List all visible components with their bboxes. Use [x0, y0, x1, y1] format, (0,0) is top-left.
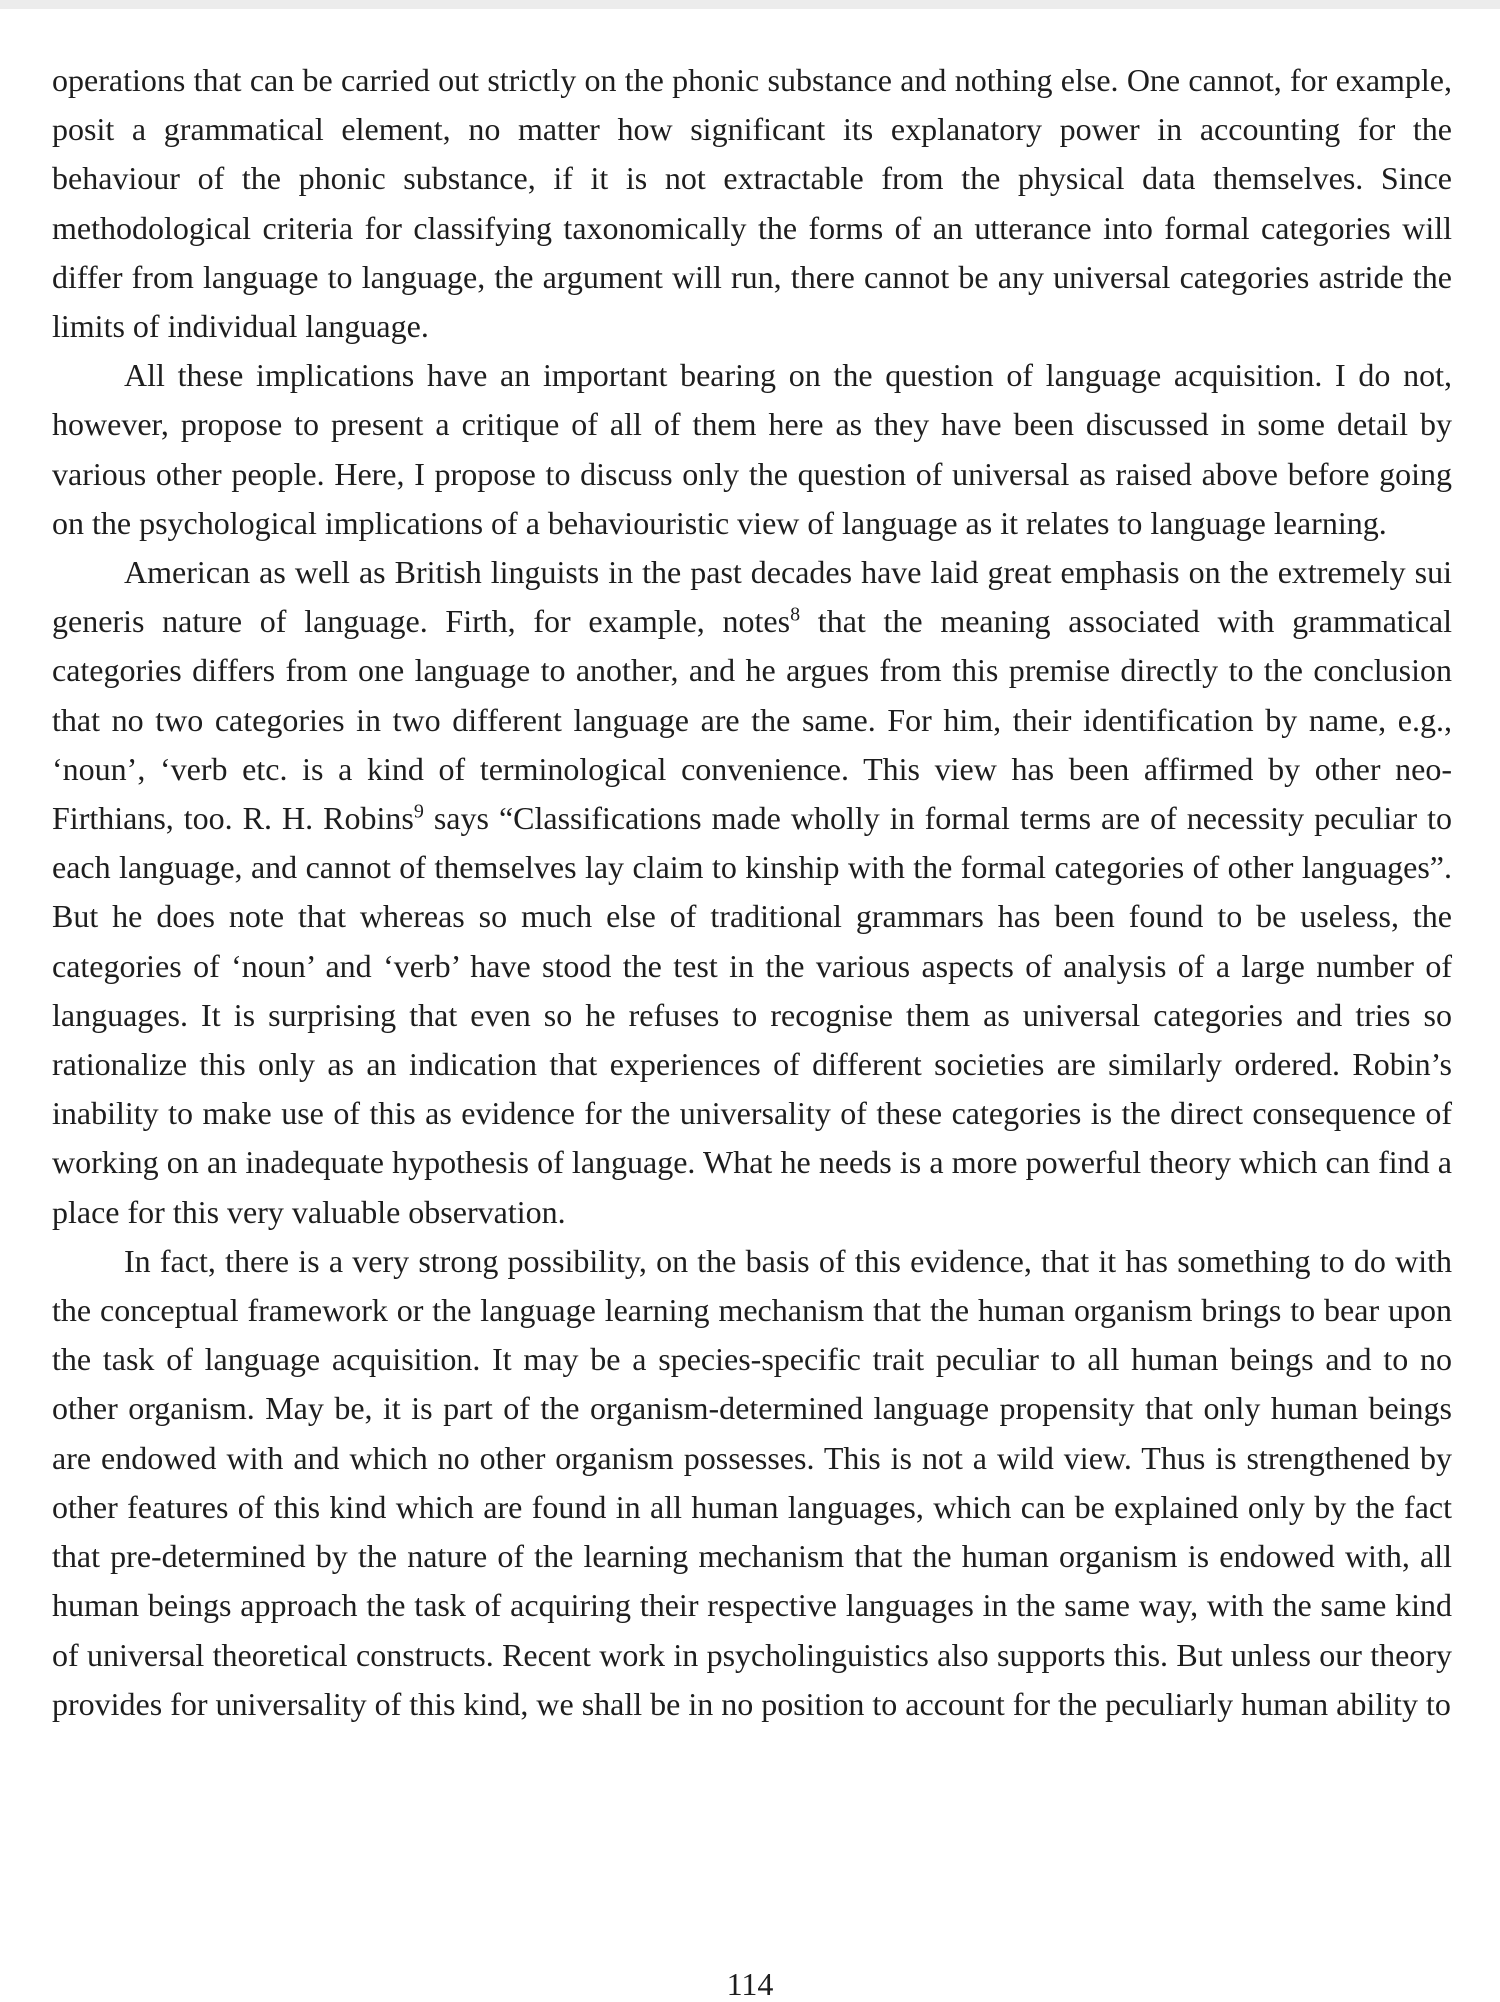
paragraph-text: American as well as British linguists in the past decades have laid great emphasis on the extremely sui generis nature of language. Firth, for example, notes [52, 554, 1452, 640]
paragraph-text: In fact, there is a very strong possibility, on the basis of this evidence, that it has something to do with the conceptual framework or the language learning mechanism that the human organism brings to bear upon the task of language acquisition. It may be a species-specific trait peculiar to all human beings and to no other organism. May be, it is part of the organism-determined language propensity that only human beings are endowed with and which no other organism possesses. This is not a wild view. Thus is strengthened by other features of this kind which are found in all human languages, which can be explained only by the fact that pre-determined by the nature of the learning mechanism that the human organism is endowed with, all human beings approach the task of acquiring their respective languages in the same way, with the same kind of universal theoretical constructs. Recent work in psycholinguistics also supports this. But unless our theory provides for universality of this kind, we shall be in no position to account for the peculiarly human ability to [52, 1242, 1452, 1722]
paragraph-text: that the meaning associated with grammatical categories differs from one language to another, and he argues from this premise directly to the conclusion that no two categories in two different language are the same. For him, their identification by name, e.g., ‘noun’, ‘verb etc. is a kind of terminological convenience. This view has been affirmed by other neo-Firthians, too. R. H. Robins [52, 603, 1453, 837]
paragraph-p2 [52, 351, 1452, 548]
paragraph-p3 [52, 548, 1452, 1237]
page-number: 114 [726, 1966, 774, 2002]
footnote-ref: 9 [413, 800, 424, 823]
paragraph-p4 [52, 1237, 1452, 1729]
paragraph-text: operations that can be carried out strictly on the phonic substance and nothing else. One cannot, for example, posit a grammatical element, no matter how significant its explanatory power in accounting for the behaviour of the phonic substance, if it is not extractable from the physical data themselves. Since methodological criteria for classifying taxonomically the forms of an utterance into formal categories will differ from language to language, the argument will run, there cannot be any universal categories astride the limits of individual language. [52, 62, 1452, 345]
body-text [52, 56, 1452, 1729]
scan-top-edge [0, 0, 1500, 9]
paragraph-text: says “Classifications made wholly in formal terms are of necessity peculiar to each language, and cannot of themselves lay claim to kinship with the formal categories of other languages”. But he does note that whereas so much else of traditional grammars has been found to be useless, the categories of ‘noun’ and ‘verb’ have stood the test in the various aspects of analysis of a large number of languages. It is surprising that even so he refuses to recognise them as universal categories and tries so rationalize this only as an indication that experiences of different societies are similarly ordered. Robin’s inability to make use of this as evidence for the universality of these categories is the direct consequence of working on an inadequate hypothesis of language. What he needs is a more powerful theory which can find a place for this very valuable observation. [52, 800, 1453, 1230]
paragraph-text: All these implications have an important bearing on the question of language acquisition. I do not, however, propose to present a critique of all of them here as they have been discussed in some detail by various other people. Here, I propose to discuss only the question of universal as raised above before going on the psychological implications of a behaviouristic view of language as it relates to language learning. [52, 357, 1452, 541]
paragraph-p1 [52, 56, 1452, 351]
footnote-ref: 8 [790, 603, 801, 626]
